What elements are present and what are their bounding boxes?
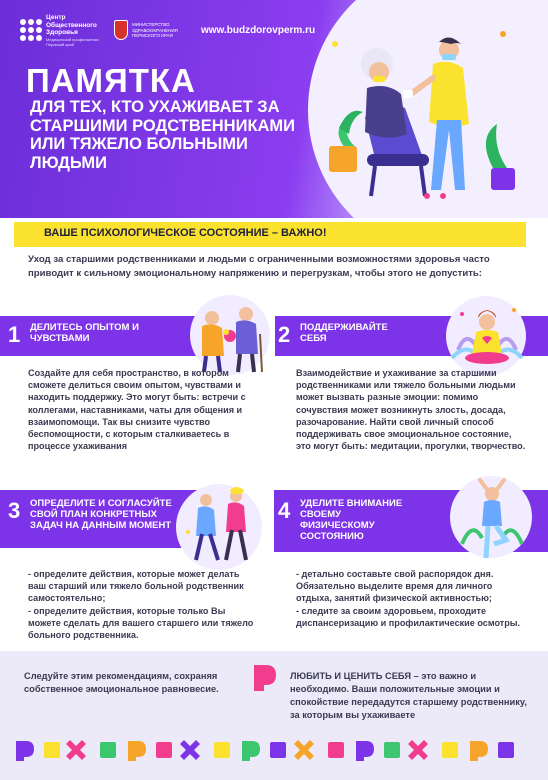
banner-text [44, 227, 327, 239]
logo-line3: Здоровья [46, 29, 78, 36]
section-4-label: УДЕЛИТЕ ВНИМАНИЕ СВОЕМУ ФИЗИЧЕСКОМУ СОСТОЯНИЮ [300, 498, 403, 542]
page-subtitle: ДЛЯ ТЕХ, КТО УХАЖИВАЕТ ЗА СТАРШИМИ РОДСТВЕННИКАМИ ИЛИ ТЯЖЕЛО БОЛЬНЫМИ ЛЮДЬМИ [30, 98, 296, 172]
ministry-logo [114, 20, 188, 40]
section-2-label: ПОДДЕРЖИВАЙТЕ СЕБЯ [300, 322, 388, 344]
section-3-label: ОПРЕДЕЛИТЕ И СОГЛАСУЙТЕ СВОЙ ПЛАН КОНКРЕТНЫХ ЗАДАЧ НА ДАННЫМ МОМЕНТ [30, 498, 172, 531]
header [0, 0, 548, 218]
site-url[interactable]: www.budzdorovperm.ru [201, 25, 316, 36]
section-1-label: ДЕЛИТЕСЬ ОПЫТОМ И ЧУВСТВАМИ [30, 322, 139, 344]
logo-line1: Центр [46, 14, 66, 21]
intro-text: Уход за старшими родственниками и людьми с ограниченными возможностями здоровья часто приводит к сильному эмоциональному напряжению и перегрузкам, чтобы этого не допустить: [28, 254, 490, 279]
section-4-text: - детально составьте свой распорядок дня. Обязательно выделите время для личного отдыха, занятий физической активностью; - следите за своим здоровьем, проходите диспансеризацию и профилактические осмотры. [296, 569, 521, 628]
section-2-number: 2 [278, 322, 291, 347]
section-2-illustration [448, 300, 526, 372]
caregiver-illustration [315, 28, 535, 208]
section-3-illustration [180, 486, 260, 566]
banner-emphasis: ВАЖНО! [281, 227, 327, 239]
logo-row [20, 14, 188, 47]
section-4-number: 4 [278, 498, 291, 523]
section-1-number: 1 [8, 322, 21, 347]
footer-left-text: Следуйте этим рекомендациям, сохраняя собственное эмоциональное равновесие. [24, 671, 219, 694]
logo-line2: Общественного [46, 21, 97, 29]
important-banner [14, 222, 526, 247]
page-title: ПАМЯТКА [26, 62, 196, 99]
section-3-text: - определите действия, которые может делать ваш старший или тяжело больной родственник самостоятельно; - определите действия, которые только Вы можете сделать для вашего старшего или тяжело больного родственника. [28, 569, 254, 641]
logo-sub: Медицинский профилактики Пермский край [46, 36, 99, 47]
footer-logo-icon [252, 663, 276, 693]
section-2-text: Взаимодействие и ухаживание за старшими родственниками или тяжело больными людьми может вызвать разные эмоции: помимо сочувствия может возникнуть злость, досада, разочарование. Найти свой личный способ поддерживать свое эмоциональное состояние, это могут быть: медитации, прогулки, творчество. [296, 368, 526, 452]
center-logo [20, 14, 102, 47]
ministry-name: МИНИСТЕРСТВО ЗДРАВООХРАНЕНИЯ ПЕРМСКОГО КРАЯ [132, 22, 178, 38]
emblem-icon [114, 20, 128, 40]
decorative-pattern [14, 739, 534, 761]
footer-right-text: ЛЮБИТЬ И ЦЕНИТЬ СЕБЯ – это важно и необходимо. Ваши положительные эмоции и спокойствие передадутся старшему родственнику, за которым вы ухаживаете [290, 671, 527, 720]
section-1-illustration [190, 300, 270, 375]
section-4-illustration [452, 474, 532, 564]
section-1-text: Создайте для себя пространство, в котором сможете делиться своим опытом, чувствами и находить поддержку. Это могут быть: встречи с коллегами, наставниками, чаты для общения и взаимопомощи. Так вы снизите чувство беспомощности, с которым сталкиваетесь в процессе ухаживания [28, 368, 246, 452]
section-3-number: 3 [8, 498, 21, 523]
logo-dots-icon [20, 19, 42, 41]
banner-label: ВАШЕ ПСИХОЛОГИЧЕСКОЕ СОСТОЯНИЕ – [44, 227, 282, 239]
